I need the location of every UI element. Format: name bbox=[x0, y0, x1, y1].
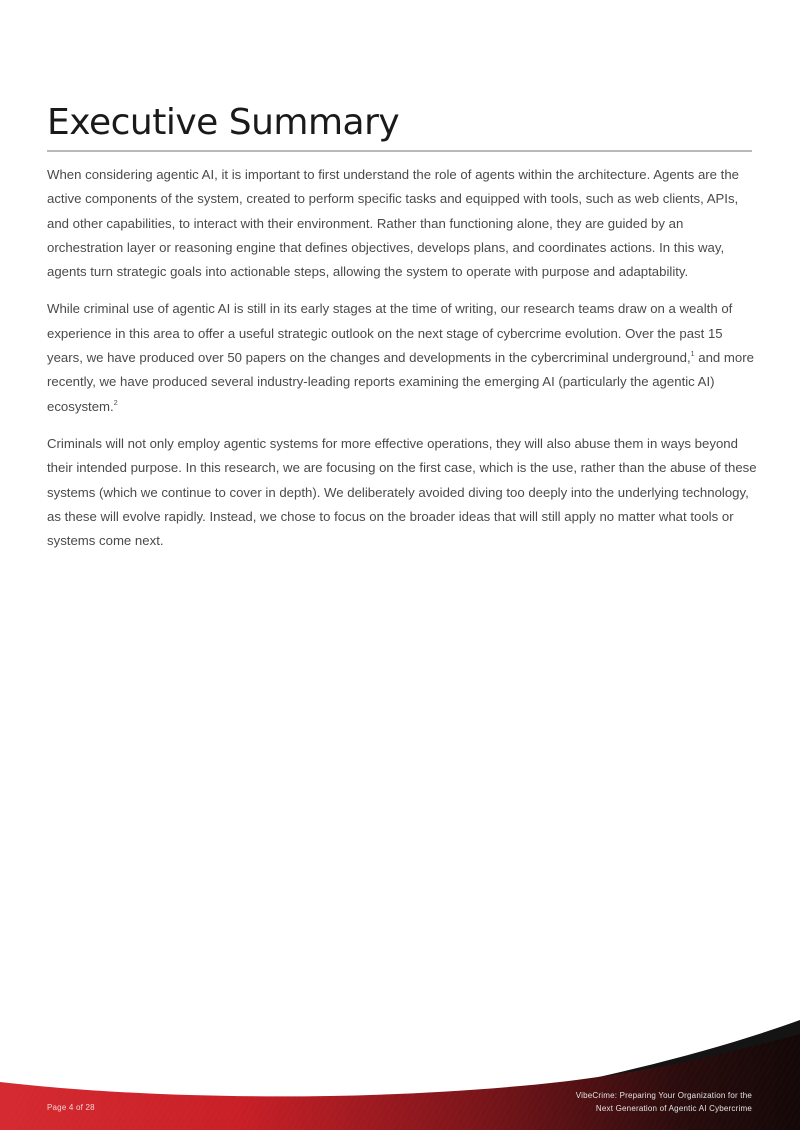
doc-title-line-1: VibeCrime: Preparing Your Organization for the bbox=[575, 1091, 752, 1100]
body-content bbox=[47, 163, 757, 566]
page-title: Executive Summary bbox=[47, 102, 400, 143]
footnote-ref-1[interactable]: 1 bbox=[690, 351, 695, 359]
paragraph-1: When considering agentic AI, it is important to first understand the role of agents within the architecture. Agents are the active components of the system, created to perform specific tasks and equipped with tools, such as web clients, APIs, and other capabilities, to interact with their environment. Rather than functioning alone, they are guided by an orchestration layer or reasoning engine that defines objectives, develops plans, and coordinates actions. In this way, agents turn strategic goals into actionable steps, allowing the system to operate with purpose and adaptability. bbox=[47, 167, 739, 280]
footnote-ref-2[interactable]: 2 bbox=[113, 399, 118, 407]
paragraph-2 bbox=[47, 297, 757, 418]
paragraph-2-part-1: While criminal use of agentic AI is still in its early stages at the time of writing, our research teams draw on a wealth of experience in this area to offer a useful strategic outlook on the next stage of cybercrime evolution. Over the past 15 years, we have produced over 50 papers on the changes and developments in the cybercriminal underground, bbox=[47, 301, 733, 366]
page-number: Page 4 of 28 bbox=[47, 1103, 95, 1112]
title-divider bbox=[47, 150, 752, 152]
paragraph-3: Criminals will not only employ agentic systems for more effective operations, they will also abuse them in ways beyond their intended purpose. In this research, we are focusing on the first case, which is the use, rather than the abuse of these systems (which we continue to cover in depth). We deliberately avoided diving too deeply into the underlying technology, as these will evolve rapidly. Instead, we chose to focus on the broader ideas that will still apply no matter what tools or systems come next. bbox=[47, 435, 757, 549]
paragraph-2-part-2: and more recently, we have produced several industry-leading reports examining the emerging AI (particularly the agentic AI) ecosystem. bbox=[47, 350, 754, 414]
document-title-footer bbox=[492, 1090, 752, 1115]
doc-title-line-2: Next Generation of Agentic AI Cybercrime bbox=[595, 1103, 752, 1113]
